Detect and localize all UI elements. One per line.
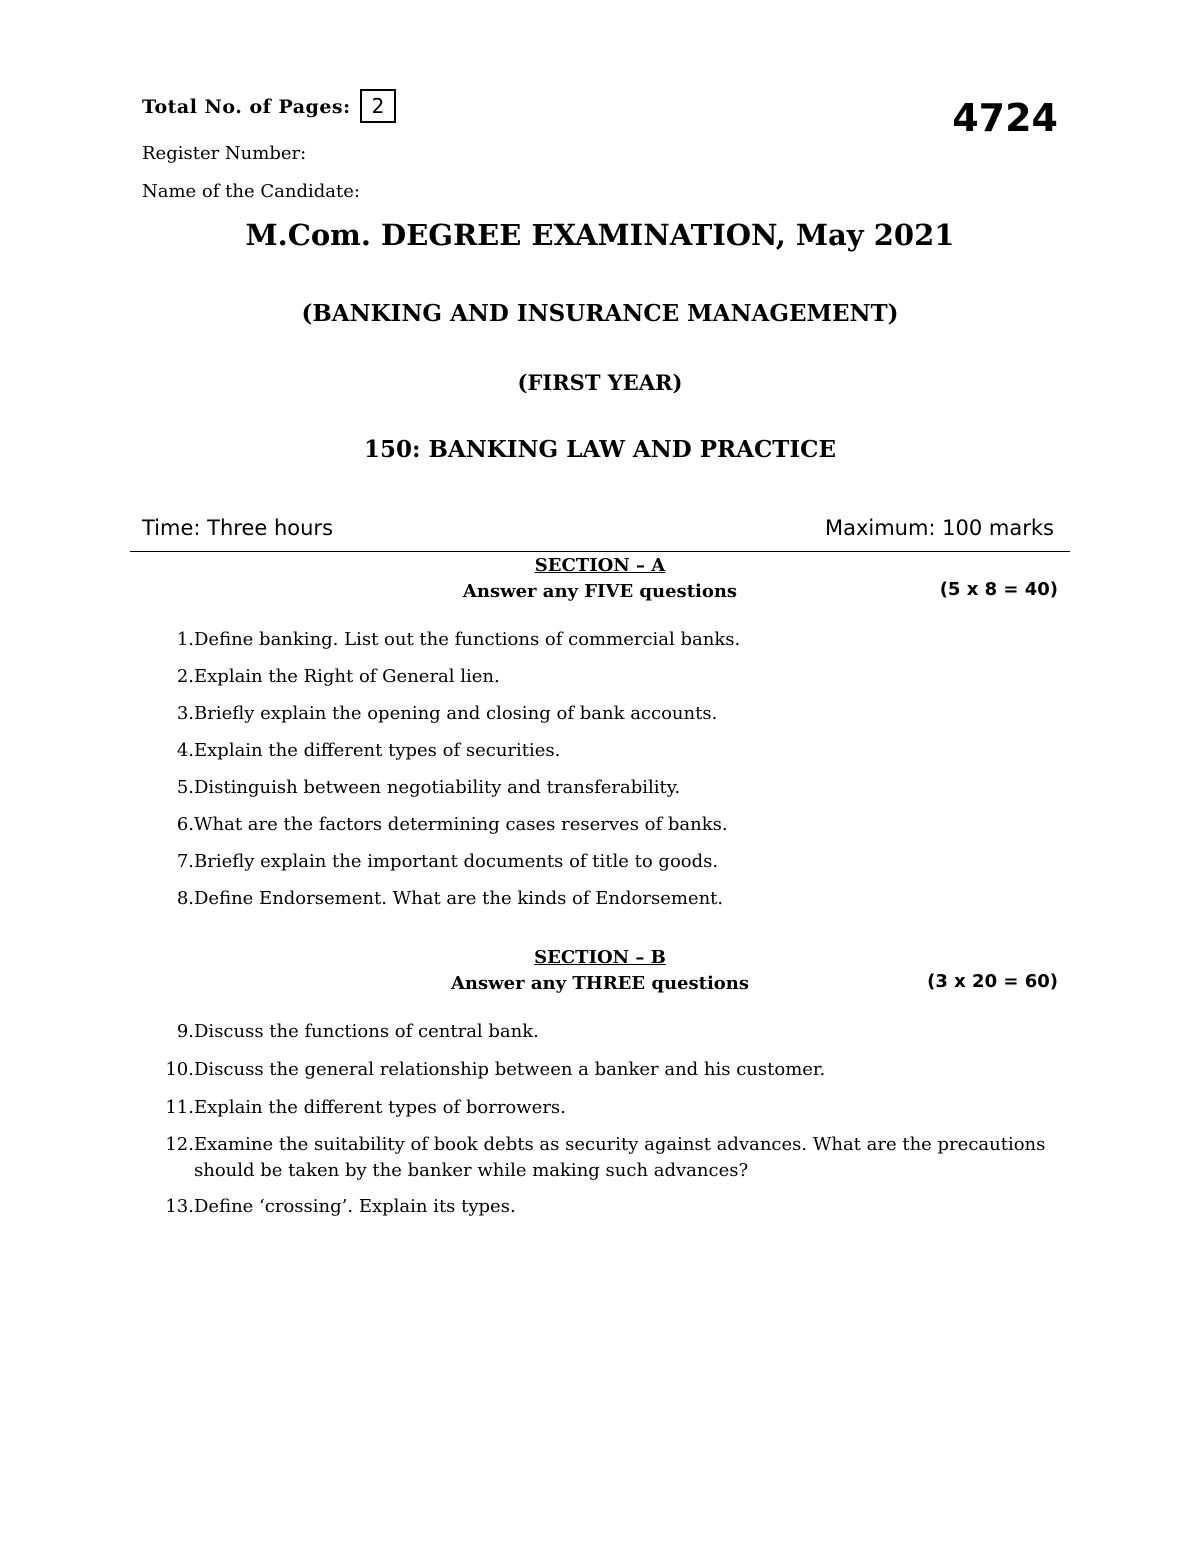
section-a-questions bbox=[142, 627, 1062, 923]
question-number: 11. bbox=[165, 1097, 194, 1118]
question-item bbox=[142, 886, 1062, 923]
question-text: Briefly explain the important documents of title to goods. bbox=[194, 851, 719, 872]
question-text: Define banking. List out the functions of commercial banks. bbox=[194, 629, 741, 650]
question-text: Explain the Right of General lien. bbox=[194, 666, 500, 687]
section-b-instruction: Answer any THREE questions bbox=[450, 973, 750, 994]
question-text: Discuss the general relationship between a banker and his customer. bbox=[194, 1059, 826, 1080]
question-text: Distinguish between negotiability and transferability. bbox=[194, 777, 681, 798]
question-item bbox=[142, 1019, 1062, 1057]
question-text: Examine the suitability of book debts as security against advances. What are the precautions should be taken by the banker while making such advances? bbox=[194, 1134, 1046, 1181]
question-number: 4. bbox=[176, 740, 194, 761]
section-a-marks: (5 x 8 = 40) bbox=[939, 579, 1058, 600]
question-number: 12. bbox=[165, 1134, 194, 1155]
question-text: Define Endorsement. What are the kinds of Endorsement. bbox=[194, 888, 724, 909]
question-text: Define ‘crossing’. Explain its types. bbox=[194, 1196, 516, 1217]
question-text: Explain the different types of borrowers. bbox=[194, 1097, 566, 1118]
question-item bbox=[142, 1057, 1062, 1095]
question-item bbox=[142, 738, 1062, 775]
paper-code: 4724 bbox=[952, 96, 1058, 140]
question-item bbox=[142, 849, 1062, 886]
section-a-instruction: Answer any FIVE questions bbox=[462, 581, 738, 602]
course-title: 150: BANKING LAW AND PRACTICE bbox=[363, 436, 837, 463]
question-item bbox=[142, 775, 1062, 812]
question-item bbox=[142, 627, 1062, 664]
question-number: 6. bbox=[176, 814, 194, 835]
exam-info-row bbox=[142, 516, 1054, 540]
year-title: (FIRST YEAR) bbox=[517, 370, 683, 395]
question-number: 1. bbox=[176, 629, 194, 650]
question-text: What are the factors determining cases reserves of banks. bbox=[194, 814, 728, 835]
question-item bbox=[142, 1095, 1062, 1132]
question-item bbox=[142, 1132, 1062, 1194]
section-b-questions bbox=[142, 1019, 1062, 1231]
question-item bbox=[142, 1194, 1062, 1231]
question-number: 8. bbox=[176, 888, 194, 909]
section-b-marks: (3 x 20 = 60) bbox=[927, 971, 1058, 992]
total-pages-label: Total No. of Pages: bbox=[142, 96, 351, 118]
exam-time: Time: Three hours bbox=[142, 516, 334, 540]
question-item bbox=[142, 812, 1062, 849]
header-divider bbox=[130, 551, 1070, 552]
exam-max-marks: Maximum: 100 marks bbox=[824, 516, 1054, 540]
question-item bbox=[142, 664, 1062, 701]
register-number-label: Register Number: bbox=[142, 143, 307, 164]
question-text: Explain the different types of securities. bbox=[194, 740, 561, 761]
question-number: 7. bbox=[176, 851, 194, 872]
question-item bbox=[142, 701, 1062, 738]
question-text: Briefly explain the opening and closing of bank accounts. bbox=[194, 703, 718, 724]
question-number: 13. bbox=[165, 1196, 194, 1217]
candidate-name-label: Name of the Candidate: bbox=[142, 181, 360, 202]
question-text: Discuss the functions of central bank. bbox=[194, 1021, 539, 1042]
question-number: 3. bbox=[176, 703, 194, 724]
stream-title: (BANKING AND INSURANCE MANAGEMENT) bbox=[301, 300, 899, 327]
section-a-heading: SECTION – A bbox=[534, 555, 666, 576]
section-b-heading: SECTION – B bbox=[534, 947, 666, 968]
question-number: 10. bbox=[165, 1059, 194, 1080]
question-number: 2. bbox=[176, 666, 194, 687]
question-number: 5. bbox=[176, 777, 194, 798]
total-pages-value: 2 bbox=[360, 89, 396, 123]
question-number: 9. bbox=[176, 1021, 194, 1042]
exam-title: M.Com. DEGREE EXAMINATION, May 2021 bbox=[245, 218, 955, 252]
